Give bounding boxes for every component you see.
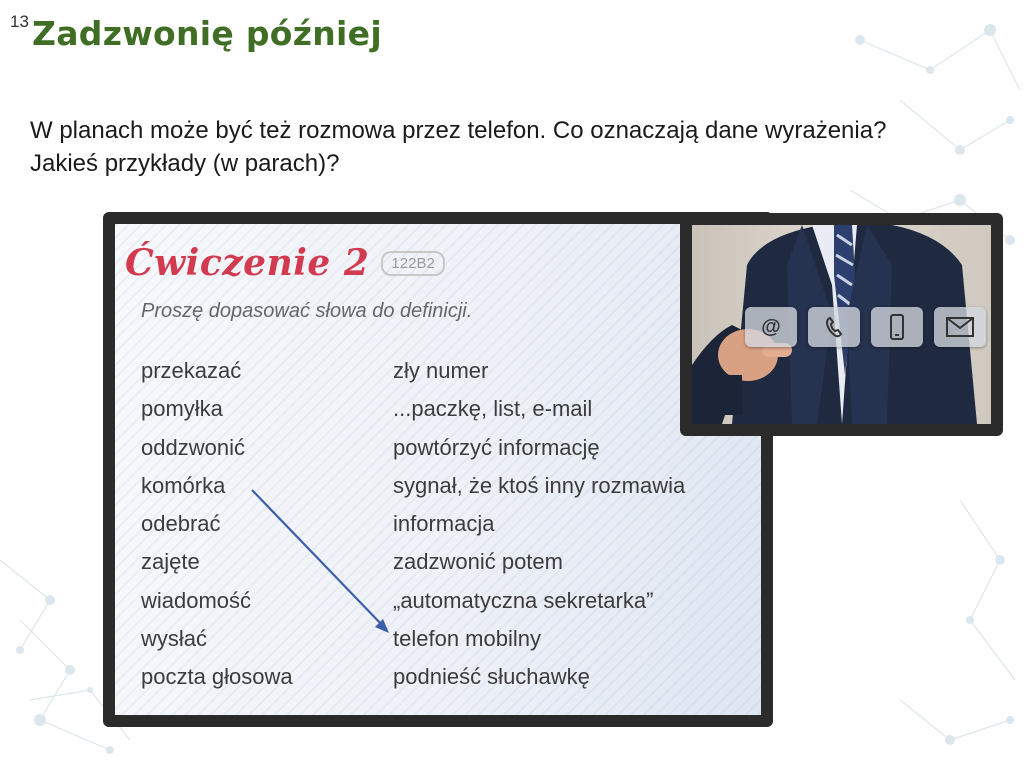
definition-item: zadzwonić potem (393, 549, 563, 575)
envelope-icon (946, 317, 974, 337)
word-item: zajęte (141, 549, 200, 575)
smartphone-tile (871, 307, 923, 347)
word-item: oddzwonić (141, 434, 245, 460)
exercise-code-badge: 122B2 (381, 251, 444, 276)
businessman-photo (680, 213, 1003, 436)
definition-item: sygnał, że ktoś inny rozmawia (393, 472, 686, 498)
definition-item: podnieść słuchawkę (393, 664, 590, 690)
intro-text: W planach może być też rozmowa przez telefon. Co oznaczają dane wyrażenia? Jakieś przykłady (w parach)? (30, 117, 887, 177)
definition-item: zły numer (393, 358, 489, 383)
exercise-card (103, 212, 773, 727)
phone-handset-icon (824, 316, 844, 338)
photo-scene (692, 225, 991, 424)
email-tile (745, 307, 797, 347)
word-item: przekazać (141, 358, 242, 383)
word-item: pomyłka (141, 396, 223, 422)
word-item: odebrać (141, 511, 221, 537)
word-item: komórka (141, 472, 226, 498)
definition-item: powtórzyć informację (393, 434, 600, 460)
slide-number: 13 (10, 12, 29, 31)
definition-item: telefon mobilny (393, 626, 541, 652)
exercise-title: Ćwiczenie 2 (125, 242, 370, 284)
mail-tile (934, 307, 986, 347)
match-arrow-icon (115, 224, 761, 715)
word-item: wysłać (141, 626, 208, 652)
definition-item: ...paczkę, list, e-mail (393, 396, 593, 422)
slide-title: Zadzwonię później (32, 14, 382, 53)
word-item: poczta głosowa (141, 664, 293, 690)
definition-item: „automatyczna sekretarka” (393, 587, 654, 613)
exercise-sheet (115, 224, 761, 715)
exercise-instruction: Proszę dopasować słowa do definicji. (141, 300, 473, 322)
word-item: wiadomość (141, 587, 252, 613)
at-sign-icon: @ (761, 315, 781, 338)
smartphone-icon (889, 314, 905, 340)
phone-tile (808, 307, 860, 347)
definition-item: informacja (393, 511, 495, 537)
